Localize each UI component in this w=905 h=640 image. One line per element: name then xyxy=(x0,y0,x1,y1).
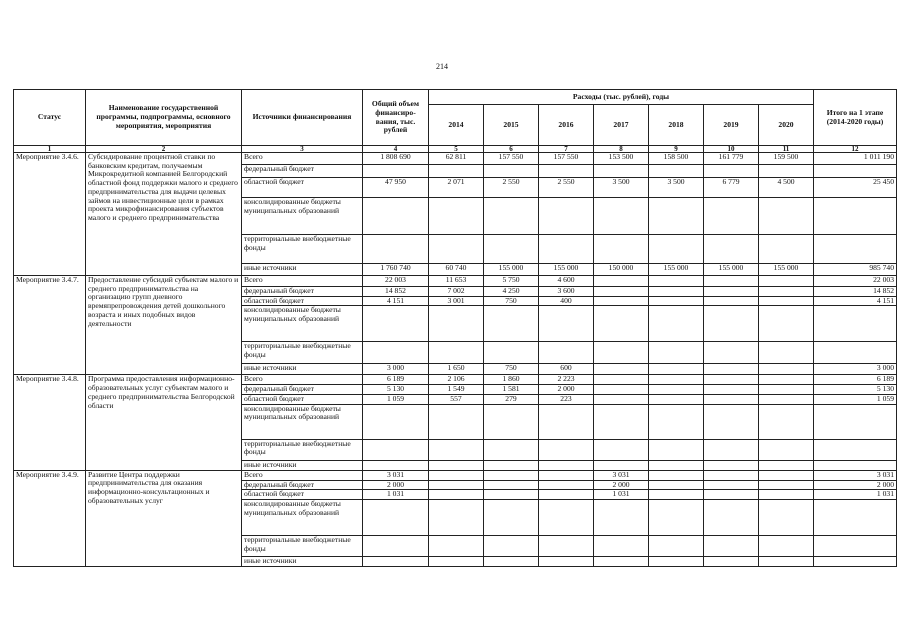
year-amount xyxy=(539,165,594,178)
funding-source: Всего xyxy=(242,470,363,480)
year-amount: 157 550 xyxy=(484,153,539,165)
year-amount xyxy=(429,198,484,235)
table-row xyxy=(14,470,897,480)
year-amount xyxy=(649,404,704,439)
year-amount xyxy=(649,306,704,342)
stage-total-amount: 5 130 xyxy=(814,385,897,395)
year-amount xyxy=(649,342,704,364)
header-year: 2018 xyxy=(649,105,704,146)
year-amount: 2 106 xyxy=(429,375,484,385)
total-amount xyxy=(363,342,429,364)
year-amount xyxy=(484,500,539,536)
year-amount xyxy=(759,296,814,306)
year-amount: 62 811 xyxy=(429,153,484,165)
year-amount xyxy=(484,460,539,470)
stage-total-amount xyxy=(814,536,897,557)
total-amount: 1 031 xyxy=(363,490,429,500)
year-amount xyxy=(539,404,594,439)
year-amount: 2 071 xyxy=(429,178,484,198)
year-amount xyxy=(594,287,649,297)
year-amount xyxy=(594,404,649,439)
year-amount xyxy=(649,375,704,385)
page-number: 214 xyxy=(436,62,448,71)
measure-status: Мероприятие 3.4.7. xyxy=(14,276,86,375)
year-amount: 4 250 xyxy=(484,287,539,297)
funding-source: федеральный бюджет xyxy=(242,287,363,297)
year-amount xyxy=(594,342,649,364)
stage-total-amount xyxy=(814,165,897,178)
header-source: Источники финансирования xyxy=(242,90,363,146)
total-amount: 1 808 690 xyxy=(363,153,429,165)
year-amount xyxy=(539,490,594,500)
year-amount: 159 500 xyxy=(759,153,814,165)
total-amount: 22 003 xyxy=(363,276,429,287)
year-amount xyxy=(759,287,814,297)
year-amount xyxy=(704,385,759,395)
year-amount xyxy=(759,364,814,375)
year-amount: 1 650 xyxy=(429,364,484,375)
year-amount xyxy=(539,198,594,235)
total-amount xyxy=(363,439,429,460)
header-year: 2020 xyxy=(759,105,814,146)
header-year: 2019 xyxy=(704,105,759,146)
year-amount xyxy=(649,276,704,287)
year-amount xyxy=(484,198,539,235)
measure-status: Мероприятие 3.4.8. xyxy=(14,375,86,470)
funding-source: иные источники xyxy=(242,264,363,276)
year-amount: 155 000 xyxy=(539,264,594,276)
total-amount xyxy=(363,557,429,567)
year-amount xyxy=(429,235,484,264)
year-amount: 155 000 xyxy=(649,264,704,276)
header-total: Общий объем финансиро-вания, тыс. рублей xyxy=(363,90,429,146)
stage-total-amount xyxy=(814,439,897,460)
funding-source: Всего xyxy=(242,276,363,287)
year-amount xyxy=(759,165,814,178)
year-amount xyxy=(759,306,814,342)
year-amount xyxy=(429,165,484,178)
year-amount xyxy=(704,404,759,439)
year-amount xyxy=(649,480,704,490)
year-amount xyxy=(429,536,484,557)
funding-source: консолидированные бюджеты муниципальных образований xyxy=(242,500,363,536)
year-amount: 161 779 xyxy=(704,153,759,165)
year-amount xyxy=(704,235,759,264)
column-number: 10 xyxy=(704,146,759,153)
year-amount xyxy=(649,460,704,470)
year-amount: 223 xyxy=(539,394,594,404)
year-amount: 157 550 xyxy=(539,153,594,165)
stage-total-amount xyxy=(814,500,897,536)
total-amount: 5 130 xyxy=(363,385,429,395)
year-amount: 155 000 xyxy=(484,264,539,276)
year-amount xyxy=(759,470,814,480)
column-number: 3 xyxy=(242,146,363,153)
funding-source: областной бюджет xyxy=(242,178,363,198)
year-amount xyxy=(649,500,704,536)
year-amount: 155 000 xyxy=(759,264,814,276)
year-amount: 4 500 xyxy=(759,178,814,198)
year-amount: 557 xyxy=(429,394,484,404)
year-amount xyxy=(704,342,759,364)
total-amount xyxy=(363,460,429,470)
funding-source: федеральный бюджет xyxy=(242,165,363,178)
stage-total-amount: 985 740 xyxy=(814,264,897,276)
total-amount: 3 031 xyxy=(363,470,429,480)
year-amount: 60 740 xyxy=(429,264,484,276)
funding-source: территориальные внебюджетные фонды xyxy=(242,439,363,460)
column-number: 5 xyxy=(429,146,484,153)
year-amount xyxy=(484,235,539,264)
table-row xyxy=(14,375,897,385)
year-amount xyxy=(429,557,484,567)
year-amount xyxy=(539,500,594,536)
year-amount xyxy=(594,439,649,460)
header-stage-total: Итого на 1 этапе (2014-2020 годы) xyxy=(814,90,897,146)
measure-status: Мероприятие 3.4.6. xyxy=(14,153,86,276)
stage-total-amount xyxy=(814,306,897,342)
year-amount xyxy=(429,439,484,460)
year-amount xyxy=(539,470,594,480)
year-amount xyxy=(759,276,814,287)
year-amount xyxy=(484,306,539,342)
year-amount: 150 000 xyxy=(594,264,649,276)
year-amount xyxy=(649,394,704,404)
year-amount: 3 001 xyxy=(429,296,484,306)
year-amount xyxy=(594,296,649,306)
year-amount xyxy=(484,557,539,567)
measure-name: Развитие Центра поддержки предпринимательства для оказания информационно-консультационных и образовательных услуг xyxy=(86,470,242,566)
year-amount xyxy=(759,460,814,470)
total-amount: 4 151 xyxy=(363,296,429,306)
year-amount xyxy=(759,404,814,439)
funding-source: консолидированные бюджеты муниципальных образований xyxy=(242,404,363,439)
year-amount: 2 000 xyxy=(539,385,594,395)
funding-source: территориальные внебюджетные фонды xyxy=(242,536,363,557)
year-amount: 750 xyxy=(484,364,539,375)
year-amount xyxy=(649,439,704,460)
total-amount: 1 059 xyxy=(363,394,429,404)
year-amount xyxy=(704,480,759,490)
column-number: 12 xyxy=(814,146,897,153)
year-amount xyxy=(704,557,759,567)
year-amount xyxy=(594,385,649,395)
year-amount xyxy=(759,500,814,536)
year-amount xyxy=(594,557,649,567)
year-amount xyxy=(704,198,759,235)
funding-source: иные источники xyxy=(242,460,363,470)
stage-total-amount xyxy=(814,198,897,235)
table-body xyxy=(14,153,897,567)
column-number: 9 xyxy=(649,146,704,153)
year-amount xyxy=(594,364,649,375)
year-amount xyxy=(759,536,814,557)
year-amount: 1 031 xyxy=(594,490,649,500)
total-amount xyxy=(363,404,429,439)
year-amount xyxy=(759,198,814,235)
year-amount xyxy=(704,306,759,342)
year-amount xyxy=(759,235,814,264)
year-amount: 2 550 xyxy=(484,178,539,198)
column-number: 2 xyxy=(86,146,242,153)
year-amount xyxy=(484,165,539,178)
year-amount xyxy=(484,470,539,480)
year-amount xyxy=(484,404,539,439)
stage-total-amount xyxy=(814,235,897,264)
stage-total-amount: 1 059 xyxy=(814,394,897,404)
year-amount xyxy=(429,490,484,500)
year-amount xyxy=(594,500,649,536)
year-amount: 1 860 xyxy=(484,375,539,385)
total-amount xyxy=(363,235,429,264)
year-amount xyxy=(594,306,649,342)
year-amount xyxy=(759,375,814,385)
stage-total-amount: 22 003 xyxy=(814,276,897,287)
header-status: Статус xyxy=(14,90,86,146)
stage-total-amount: 3 031 xyxy=(814,470,897,480)
funding-source: федеральный бюджет xyxy=(242,480,363,490)
year-amount xyxy=(649,287,704,297)
year-amount xyxy=(704,439,759,460)
year-amount xyxy=(649,296,704,306)
year-amount xyxy=(649,557,704,567)
year-amount xyxy=(594,536,649,557)
year-amount xyxy=(539,306,594,342)
column-number: 7 xyxy=(539,146,594,153)
stage-total-amount: 14 852 xyxy=(814,287,897,297)
year-amount: 3 600 xyxy=(539,287,594,297)
stage-total-amount xyxy=(814,557,897,567)
year-amount xyxy=(594,165,649,178)
funding-source: федеральный бюджет xyxy=(242,385,363,395)
year-amount xyxy=(539,439,594,460)
budget-table xyxy=(13,89,897,567)
year-amount xyxy=(594,460,649,470)
table-row xyxy=(14,276,897,287)
stage-total-amount: 6 189 xyxy=(814,375,897,385)
year-amount: 279 xyxy=(484,394,539,404)
total-amount xyxy=(363,500,429,536)
year-amount xyxy=(759,385,814,395)
year-amount xyxy=(539,460,594,470)
year-amount xyxy=(704,490,759,500)
year-amount xyxy=(704,375,759,385)
header-year: 2014 xyxy=(429,105,484,146)
year-amount xyxy=(759,439,814,460)
year-amount xyxy=(484,480,539,490)
total-amount: 6 189 xyxy=(363,375,429,385)
year-amount xyxy=(594,235,649,264)
year-amount xyxy=(704,165,759,178)
year-amount xyxy=(759,490,814,500)
year-amount xyxy=(429,470,484,480)
year-amount: 2 000 xyxy=(594,480,649,490)
table-row xyxy=(14,153,897,165)
year-amount xyxy=(704,470,759,480)
column-number: 11 xyxy=(759,146,814,153)
year-amount: 1 581 xyxy=(484,385,539,395)
funding-source: территориальные внебюджетные фонды xyxy=(242,235,363,264)
year-amount xyxy=(539,557,594,567)
year-amount: 158 500 xyxy=(649,153,704,165)
year-amount xyxy=(759,394,814,404)
total-amount: 1 760 740 xyxy=(363,264,429,276)
year-amount xyxy=(484,536,539,557)
year-amount xyxy=(704,460,759,470)
funding-source: Всего xyxy=(242,375,363,385)
year-amount xyxy=(429,480,484,490)
total-amount: 14 852 xyxy=(363,287,429,297)
year-amount xyxy=(484,342,539,364)
year-amount xyxy=(759,480,814,490)
year-amount xyxy=(429,460,484,470)
stage-total-amount xyxy=(814,404,897,439)
year-amount: 3 500 xyxy=(649,178,704,198)
header-year: 2017 xyxy=(594,105,649,146)
funding-source: консолидированные бюджеты муниципальных образований xyxy=(242,198,363,235)
measure-name: Субсидирование процентной ставки по банковским кредитам, получаемым Микрокредитной компанией Белгородский областной фонд поддержки малого и среднего предпринимательства для выдачи целевых займов на инвестиционные цели в рамках проекта микрофинансирования субъектов малого и среднего предпринимательства xyxy=(86,153,242,276)
funding-source: иные источники xyxy=(242,364,363,375)
year-amount: 6 779 xyxy=(704,178,759,198)
year-amount: 1 549 xyxy=(429,385,484,395)
stage-total-amount: 2 000 xyxy=(814,480,897,490)
year-amount: 155 000 xyxy=(704,264,759,276)
funding-source: консолидированные бюджеты муниципальных образований xyxy=(242,306,363,342)
year-amount xyxy=(484,490,539,500)
year-amount: 153 500 xyxy=(594,153,649,165)
year-amount xyxy=(649,536,704,557)
header-year: 2015 xyxy=(484,105,539,146)
year-amount: 7 002 xyxy=(429,287,484,297)
measure-name: Предоставление субсидий субъектам малого и среднего предпринимательства на организацию групп дневного времяпрепровождения детей дошкольного возраста и иных подобных видов деятельности xyxy=(86,276,242,375)
column-number: 1 xyxy=(14,146,86,153)
year-amount: 3 031 xyxy=(594,470,649,480)
column-number: 4 xyxy=(363,146,429,153)
year-amount xyxy=(539,342,594,364)
year-amount xyxy=(539,480,594,490)
total-amount: 2 000 xyxy=(363,480,429,490)
total-amount xyxy=(363,536,429,557)
year-amount xyxy=(704,296,759,306)
year-amount xyxy=(649,235,704,264)
header-name: Наименование государственной программы, подпрограммы, основного мероприятия, мероприятия xyxy=(86,90,242,146)
total-amount: 47 950 xyxy=(363,178,429,198)
year-amount xyxy=(539,235,594,264)
year-amount xyxy=(704,287,759,297)
year-amount: 4 600 xyxy=(539,276,594,287)
year-amount xyxy=(594,198,649,235)
total-amount xyxy=(363,198,429,235)
total-amount xyxy=(363,306,429,342)
year-amount xyxy=(484,439,539,460)
year-amount xyxy=(649,385,704,395)
year-amount: 600 xyxy=(539,364,594,375)
stage-total-amount: 25 450 xyxy=(814,178,897,198)
funding-source: областной бюджет xyxy=(242,490,363,500)
stage-total-amount: 3 000 xyxy=(814,364,897,375)
year-amount xyxy=(429,306,484,342)
year-amount xyxy=(539,536,594,557)
year-amount xyxy=(649,165,704,178)
year-amount xyxy=(704,536,759,557)
year-amount xyxy=(594,276,649,287)
stage-total-amount: 1 031 xyxy=(814,490,897,500)
stage-total-amount xyxy=(814,342,897,364)
year-amount xyxy=(759,557,814,567)
funding-source: территориальные внебюджетные фонды xyxy=(242,342,363,364)
column-number: 6 xyxy=(484,146,539,153)
year-amount: 2 550 xyxy=(539,178,594,198)
total-amount xyxy=(363,165,429,178)
funding-source: иные источники xyxy=(242,557,363,567)
year-amount xyxy=(594,394,649,404)
year-amount: 11 653 xyxy=(429,276,484,287)
year-amount xyxy=(704,394,759,404)
measure-status: Мероприятие 3.4.9. xyxy=(14,470,86,566)
year-amount xyxy=(649,490,704,500)
year-amount: 400 xyxy=(539,296,594,306)
total-amount: 3 000 xyxy=(363,364,429,375)
year-amount: 2 223 xyxy=(539,375,594,385)
year-amount xyxy=(704,500,759,536)
column-number: 8 xyxy=(594,146,649,153)
header-expenses: Расходы (тыс. рублей), годы xyxy=(429,90,814,105)
measure-name: Программа предоставления информационно-образовательных услуг субъектам малого и среднего предпринимательства Белгородской области xyxy=(86,375,242,470)
stage-total-amount: 4 151 xyxy=(814,296,897,306)
header-year: 2016 xyxy=(539,105,594,146)
year-amount xyxy=(649,470,704,480)
funding-source: Всего xyxy=(242,153,363,165)
year-amount xyxy=(594,375,649,385)
stage-total-amount xyxy=(814,460,897,470)
year-amount: 3 500 xyxy=(594,178,649,198)
funding-source: областной бюджет xyxy=(242,296,363,306)
stage-total-amount: 1 011 190 xyxy=(814,153,897,165)
year-amount xyxy=(704,276,759,287)
year-amount xyxy=(759,342,814,364)
year-amount xyxy=(429,342,484,364)
year-amount: 750 xyxy=(484,296,539,306)
year-amount xyxy=(429,500,484,536)
year-amount xyxy=(649,364,704,375)
year-amount xyxy=(704,364,759,375)
year-amount: 5 750 xyxy=(484,276,539,287)
year-amount xyxy=(429,404,484,439)
funding-source: областной бюджет xyxy=(242,394,363,404)
year-amount xyxy=(649,198,704,235)
